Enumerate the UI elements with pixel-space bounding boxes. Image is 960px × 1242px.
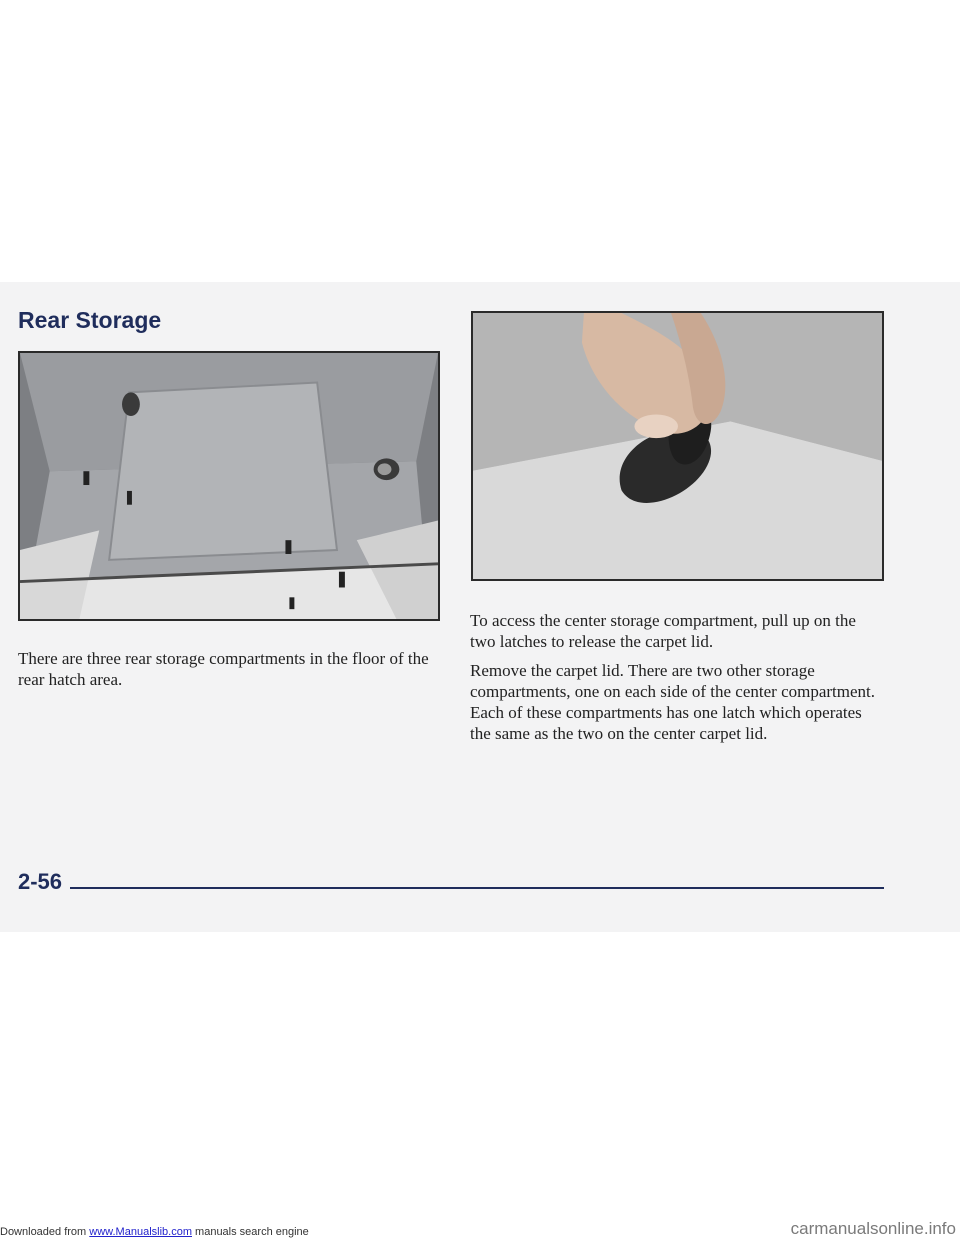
download-watermark [0, 1226, 309, 1238]
right-column-text [470, 610, 880, 752]
carpet-lid-latch-illustration [473, 313, 882, 579]
rear-hatch-floor-illustration [20, 353, 438, 619]
page-title: Rear Storage [18, 307, 162, 333]
rear-storage-description: There are three rear storage compartments in the floor of the rear hatch area. [18, 649, 429, 689]
watermark-suffix: manuals search engine [191, 1226, 309, 1238]
carpet-lid-latch-photo [471, 311, 884, 581]
center-compartment-instructions: To access the center storage compartment, pull up on the two latches to release the carpet lid. [470, 611, 856, 651]
site-watermark: carmanualsonline.info [790, 1219, 956, 1238]
page-number: 2-56 [18, 869, 63, 894]
rear-hatch-floor-photo [18, 351, 440, 621]
left-column-text [18, 648, 443, 698]
footer-rule [70, 887, 884, 889]
watermark-prefix: Downloaded from [0, 1226, 90, 1238]
manualslib-link[interactable]: www.Manualslib.com [89, 1226, 192, 1238]
side-compartments-instructions: Remove the carpet lid. There are two other storage compartments, one on each side of the center compartment. Each of these compartments has one latch which operates the same as the two on the center carpet lid. [470, 661, 876, 743]
